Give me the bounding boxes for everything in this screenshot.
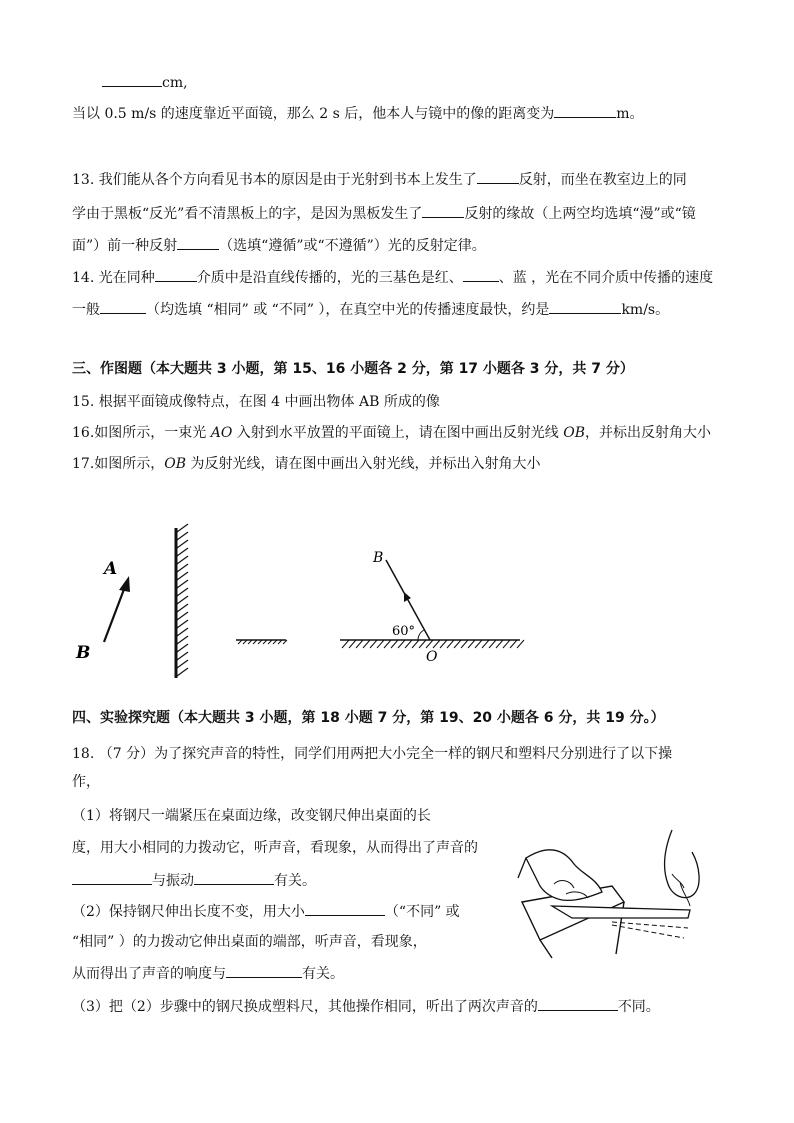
- hatch-mark: [489, 640, 496, 648]
- q18-step1-line2: 度，用大小相同的力拨动它，听声音，看现象，从而得出了声音的: [72, 840, 478, 856]
- label-a: A: [104, 559, 118, 579]
- hatch-mark: [177, 604, 188, 612]
- q18-step2-line1: （2）保持钢尺伸出长度不变，用大小 （“不同” 或: [72, 901, 460, 922]
- hatch-mark: [177, 652, 188, 660]
- hatch-mark: [342, 640, 349, 648]
- q18-step2-line2: “相同” ）的力拨动它伸出桌面的端部，听声音，看现象，: [72, 934, 427, 950]
- hatch-mark: [363, 640, 370, 648]
- line-speed: 当以 0.5 m/s 的速度靠近平面镜，那么 2 s 后，他本人与镜中的像的距离变为 m。: [72, 103, 644, 124]
- answer-blank[interactable]: [305, 901, 385, 916]
- answer-blank[interactable]: [422, 203, 464, 218]
- hatch-mark: [461, 640, 468, 648]
- hatch-mark: [384, 640, 391, 648]
- hatch-mark: [177, 572, 188, 580]
- hatch-mark: [177, 556, 188, 564]
- q15-text: 15. 根据平面镜成像特点，在图 4 中画出物体 AB 所成的像: [72, 394, 440, 410]
- answer-blank[interactable]: [463, 267, 499, 282]
- hatch-mark: [370, 640, 377, 648]
- label-o: O: [426, 649, 438, 665]
- hatch-mark: [177, 580, 188, 588]
- hatch-mark: [177, 644, 188, 652]
- hatch-mark: [177, 636, 188, 644]
- optics-figures: [0, 520, 794, 680]
- answer-blank[interactable]: [100, 299, 146, 314]
- q13-line3: 面”）前一种反射 （选填“遵循”或“不遵循”）光的反射定律。: [72, 235, 486, 256]
- q17-text: 17.如图所示，OB 为反射光线，请在图中画出入射光线，并标出入射角大小: [72, 456, 541, 472]
- q18-step1-line1: （1）将钢尺一端紧压在桌面边缘，改变钢尺伸出桌面的长: [72, 808, 431, 824]
- hatch-mark: [177, 596, 188, 604]
- answer-blank[interactable]: [177, 235, 219, 250]
- q13-line1: 13. 我们能从各个方向看见书本的原因是由于光射到书本上发生了 反射，而坐在教室边上的同: [72, 169, 687, 190]
- hatch-mark: [391, 640, 398, 648]
- q13-line2: 学由于黑板“反光”看不清黑板上的字，是因为黑板发生了 反射的缘故（上两空均选填“漫”或“镜: [72, 203, 696, 224]
- q18-line2: 作，: [72, 774, 100, 790]
- hatch-mark: [419, 640, 426, 648]
- answer-blank[interactable]: [554, 103, 616, 118]
- hatch-mark: [177, 548, 188, 556]
- horizontal-mirror-hatching: [342, 640, 524, 648]
- hatch-mark: [468, 640, 475, 648]
- answer-blank[interactable]: [477, 169, 519, 184]
- q18-line1: 18. （7 分）为了探究声音的特性，同学们用两把大小完全一样的钢尺和塑料尺分别进行了以下操: [72, 746, 673, 762]
- angle-arc: [418, 630, 424, 640]
- arrow-head: [119, 576, 130, 592]
- q14-line1: 14. 光在同种 介质中是沿直线传播的，光的三基色是红、 、蓝 ，光在不同介质中传播的速度: [72, 267, 713, 288]
- q18-step3-line1: （3）把（2）步骤中的钢尺换成塑料尺，其他操作相同，听出了两次声音的 不同。: [72, 996, 660, 1017]
- mirror-hatching: [177, 524, 188, 676]
- wrist: [518, 858, 526, 878]
- hatch-mark: [405, 640, 412, 648]
- q16-text: 16.如图所示，一束光 AO 入射到水平放置的平面镜上，请在图中画出反射光线 OB，并标出反射角大小: [72, 425, 711, 441]
- q18-step2-line3: 从而得出了声音的响度与 有关。: [72, 963, 344, 984]
- answer-blank[interactable]: [194, 870, 274, 885]
- hatch-mark: [377, 640, 384, 648]
- hatch-mark: [177, 524, 188, 532]
- hatch-mark: [177, 620, 188, 628]
- answer-blank[interactable]: [102, 72, 162, 87]
- hatch-mark: [454, 640, 461, 648]
- answer-blank[interactable]: [226, 963, 302, 978]
- hatch-mark: [177, 540, 188, 548]
- answer-blank[interactable]: [72, 870, 152, 885]
- section-4-heading: 四、实验探究题（本大题共 3 小题，第 18 小题 7 分，第 19、20 小题各 6 分，共 19 分。）: [72, 710, 665, 726]
- hatch-mark: [349, 640, 356, 648]
- hatch-mark: [177, 564, 188, 572]
- hatch-mark: [433, 640, 440, 648]
- label-b-ray: B: [373, 550, 384, 566]
- ruler-experiment-illustration: [512, 822, 712, 962]
- table-leg: [540, 940, 552, 958]
- line-cm: cm,: [102, 72, 188, 93]
- object-ab-arrow: [104, 584, 126, 642]
- hatch-mark: [398, 640, 405, 648]
- angle-label: 60°: [392, 624, 416, 639]
- hatch-mark: [412, 640, 419, 648]
- vibration-line: [612, 925, 684, 938]
- hatch-mark: [503, 640, 510, 648]
- answer-blank[interactable]: [549, 299, 621, 314]
- hatch-mark: [177, 612, 188, 620]
- hatch-mark: [356, 640, 363, 648]
- q18-step1-line3: 与振动 有关。: [72, 870, 316, 891]
- hatch-mark: [177, 588, 188, 596]
- answer-blank[interactable]: [538, 996, 618, 1011]
- hatch-mark: [510, 640, 517, 648]
- q14-line2: 一般 （均选填 “相同” 或 “不同” ），在真空中光的传播速度最快，约是 km/s。: [72, 299, 669, 320]
- hatch-mark: [496, 640, 503, 648]
- section-3-heading: 三、作图题（本大题共 3 小题，第 15、16 小题各 2 分，第 17 小题各 3 分，共 7 分）: [72, 361, 634, 377]
- hatch-mark: [517, 640, 524, 648]
- hatch-mark: [426, 640, 433, 648]
- hatch-mark: [177, 628, 188, 636]
- hatch-mark: [177, 660, 188, 668]
- hatch-mark: [440, 640, 447, 648]
- hatch-mark: [177, 532, 188, 540]
- pressing-hand: [526, 850, 602, 901]
- label-b: B: [76, 643, 91, 663]
- hatch-mark: [475, 640, 482, 648]
- hatch-mark: [177, 668, 188, 676]
- answer-blank[interactable]: [155, 267, 197, 282]
- hatch-mark: [482, 640, 489, 648]
- ruler: [552, 906, 690, 918]
- hatch-mark: [447, 640, 454, 648]
